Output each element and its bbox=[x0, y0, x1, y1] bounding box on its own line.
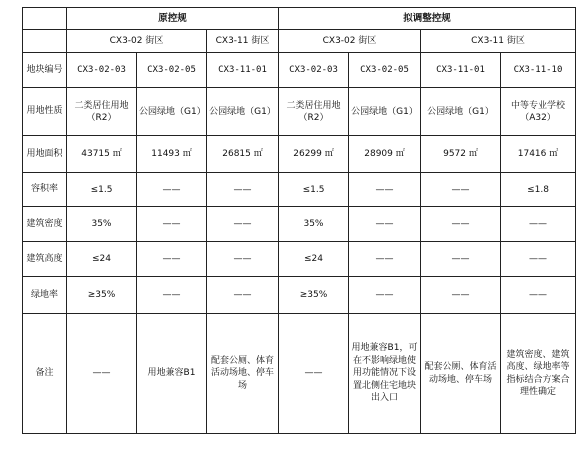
land-area-cell: 17416 ㎡ bbox=[501, 136, 576, 173]
density-cell: —— bbox=[501, 207, 576, 242]
row-label-plot-number: 地块编号 bbox=[23, 53, 67, 88]
row-label-floor-area-ratio: 容积率 bbox=[23, 173, 67, 207]
green-ratio-cell: ≥35% bbox=[67, 277, 137, 314]
land-area-cell: 11493 ㎡ bbox=[137, 136, 207, 173]
row-building-height bbox=[23, 242, 576, 277]
green-ratio-cell: —— bbox=[421, 277, 501, 314]
row-building-density bbox=[23, 207, 576, 242]
plot-number-cell: CX3-02-05 bbox=[137, 53, 207, 88]
height-cell: —— bbox=[349, 242, 421, 277]
height-cell: ≤24 bbox=[67, 242, 137, 277]
row-label-land-area: 用地面积 bbox=[23, 136, 67, 173]
far-cell: ≤1.5 bbox=[67, 173, 137, 207]
land-use-cell: 中等专业学校（A32） bbox=[501, 88, 576, 136]
far-cell: ≤1.5 bbox=[279, 173, 349, 207]
green-ratio-cell: —— bbox=[349, 277, 421, 314]
district-header-proposed-11: CX3-11 街区 bbox=[421, 30, 576, 53]
district-header-proposed-02: CX3-02 街区 bbox=[279, 30, 421, 53]
header-row-districts bbox=[23, 30, 576, 53]
land-use-cell: 公园绿地（G1） bbox=[137, 88, 207, 136]
row-label-remarks: 备注 bbox=[23, 314, 67, 434]
original-plan-header: 原控规 bbox=[67, 8, 279, 30]
row-floor-area-ratio bbox=[23, 173, 576, 207]
row-plot-number bbox=[23, 53, 576, 88]
far-cell: ≤1.8 bbox=[501, 173, 576, 207]
corner-cell bbox=[23, 8, 67, 30]
land-use-cell: 公园绿地（G1） bbox=[349, 88, 421, 136]
row-remarks bbox=[23, 314, 576, 434]
land-area-cell: 26815 ㎡ bbox=[207, 136, 279, 173]
density-cell: —— bbox=[207, 207, 279, 242]
remark-cell: 用地兼容B1 bbox=[137, 314, 207, 434]
remark-cell: —— bbox=[279, 314, 349, 434]
height-cell: —— bbox=[207, 242, 279, 277]
land-area-cell: 9572 ㎡ bbox=[421, 136, 501, 173]
far-cell: —— bbox=[421, 173, 501, 207]
corner-cell-2 bbox=[23, 30, 67, 53]
remark-cell: 配套公厕、体育活动场地、停车场 bbox=[207, 314, 279, 434]
plot-number-cell: CX3-11-01 bbox=[421, 53, 501, 88]
land-area-cell: 28909 ㎡ bbox=[349, 136, 421, 173]
height-cell: —— bbox=[501, 242, 576, 277]
green-ratio-cell: ≥35% bbox=[279, 277, 349, 314]
district-header-original-02: CX3-02 街区 bbox=[67, 30, 207, 53]
planning-control-comparison-table bbox=[22, 7, 576, 434]
far-cell: —— bbox=[137, 173, 207, 207]
density-cell: —— bbox=[137, 207, 207, 242]
remark-cell: 用地兼容B1，可在不影响绿地使用功能情况下设置北侧住宅地块出入口 bbox=[349, 314, 421, 434]
header-row-1 bbox=[23, 8, 576, 30]
green-ratio-cell: —— bbox=[207, 277, 279, 314]
green-ratio-cell: —— bbox=[137, 277, 207, 314]
density-cell: 35% bbox=[67, 207, 137, 242]
land-use-cell: 公园绿地（G1） bbox=[207, 88, 279, 136]
density-cell: —— bbox=[349, 207, 421, 242]
land-area-cell: 26299 ㎡ bbox=[279, 136, 349, 173]
height-cell: ≤24 bbox=[279, 242, 349, 277]
land-area-cell: 43715 ㎡ bbox=[67, 136, 137, 173]
row-land-use bbox=[23, 88, 576, 136]
plot-number-cell: CX3-02-03 bbox=[67, 53, 137, 88]
row-green-ratio bbox=[23, 277, 576, 314]
land-use-cell: 公园绿地（G1） bbox=[421, 88, 501, 136]
plot-number-cell: CX3-02-05 bbox=[349, 53, 421, 88]
district-header-original-11: CX3-11 街区 bbox=[207, 30, 279, 53]
row-label-land-use: 用地性质 bbox=[23, 88, 67, 136]
remark-cell: —— bbox=[67, 314, 137, 434]
land-use-cell: 二类居住用地（R2） bbox=[279, 88, 349, 136]
far-cell: —— bbox=[349, 173, 421, 207]
row-label-building-height: 建筑高度 bbox=[23, 242, 67, 277]
plot-number-cell: CX3-11-10 bbox=[501, 53, 576, 88]
remark-cell: 配套公厕、体育活动场地、停车场 bbox=[421, 314, 501, 434]
row-label-green-ratio: 绿地率 bbox=[23, 277, 67, 314]
remark-cell: 建筑密度、建筑高度、绿地率等指标结合方案合理性确定 bbox=[501, 314, 576, 434]
height-cell: —— bbox=[137, 242, 207, 277]
far-cell: —— bbox=[207, 173, 279, 207]
density-cell: —— bbox=[421, 207, 501, 242]
plot-number-cell: CX3-02-03 bbox=[279, 53, 349, 88]
row-land-area bbox=[23, 136, 576, 173]
plot-number-cell: CX3-11-01 bbox=[207, 53, 279, 88]
green-ratio-cell: —— bbox=[501, 277, 576, 314]
proposed-plan-header: 拟调整控规 bbox=[279, 8, 576, 30]
row-label-building-density: 建筑密度 bbox=[23, 207, 67, 242]
height-cell: —— bbox=[421, 242, 501, 277]
density-cell: 35% bbox=[279, 207, 349, 242]
land-use-cell: 二类居住用地（R2） bbox=[67, 88, 137, 136]
